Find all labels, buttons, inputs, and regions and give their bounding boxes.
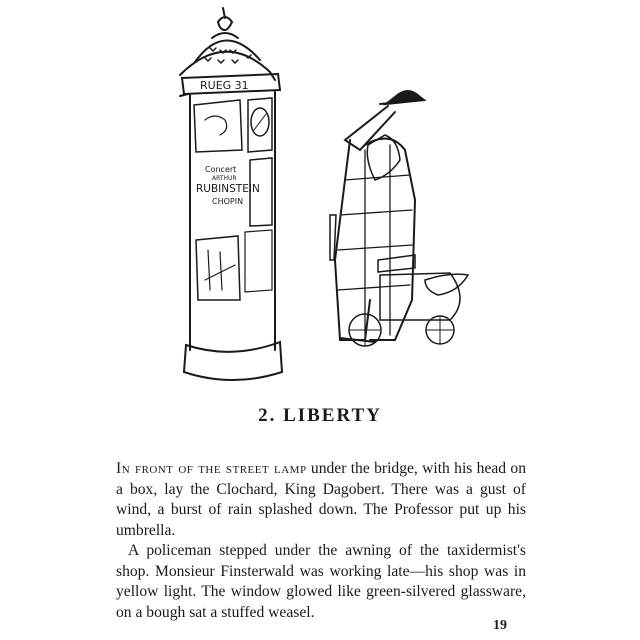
paragraph-2: A policeman stepped under the awning of the taxidermist's shop. Monsieur Finsterwald was working late—his shop was in yellow light. The window glowed like green-silvered glassware, on a bough sat a stuffed weasel. [116,542,526,621]
paragraph-1-text: under the bridge, with his head on a box, lay the Clochard, King Dagobert. There was a gust of wind, a burst of rain splashed down. The Professor put up his umbrella. [116,460,527,539]
chapter-title: 2. LIBERTY [258,405,382,426]
paragraph-1 [116,459,526,541]
svg-text:Concert: Concert [205,165,237,174]
svg-text:CHOPIN: CHOPIN [212,197,244,206]
illustration-morris-column [150,0,490,385]
page-number: 19 [493,618,507,633]
svg-text:ARTHUR: ARTHUR [212,175,237,182]
svg-text:RUEG 31: RUEG 31 [200,79,249,92]
opening-smallcaps: In front of the street lamp [116,460,307,477]
svg-text:RUBINSTEIN: RUBINSTEIN [196,183,260,195]
body-text [116,459,526,623]
